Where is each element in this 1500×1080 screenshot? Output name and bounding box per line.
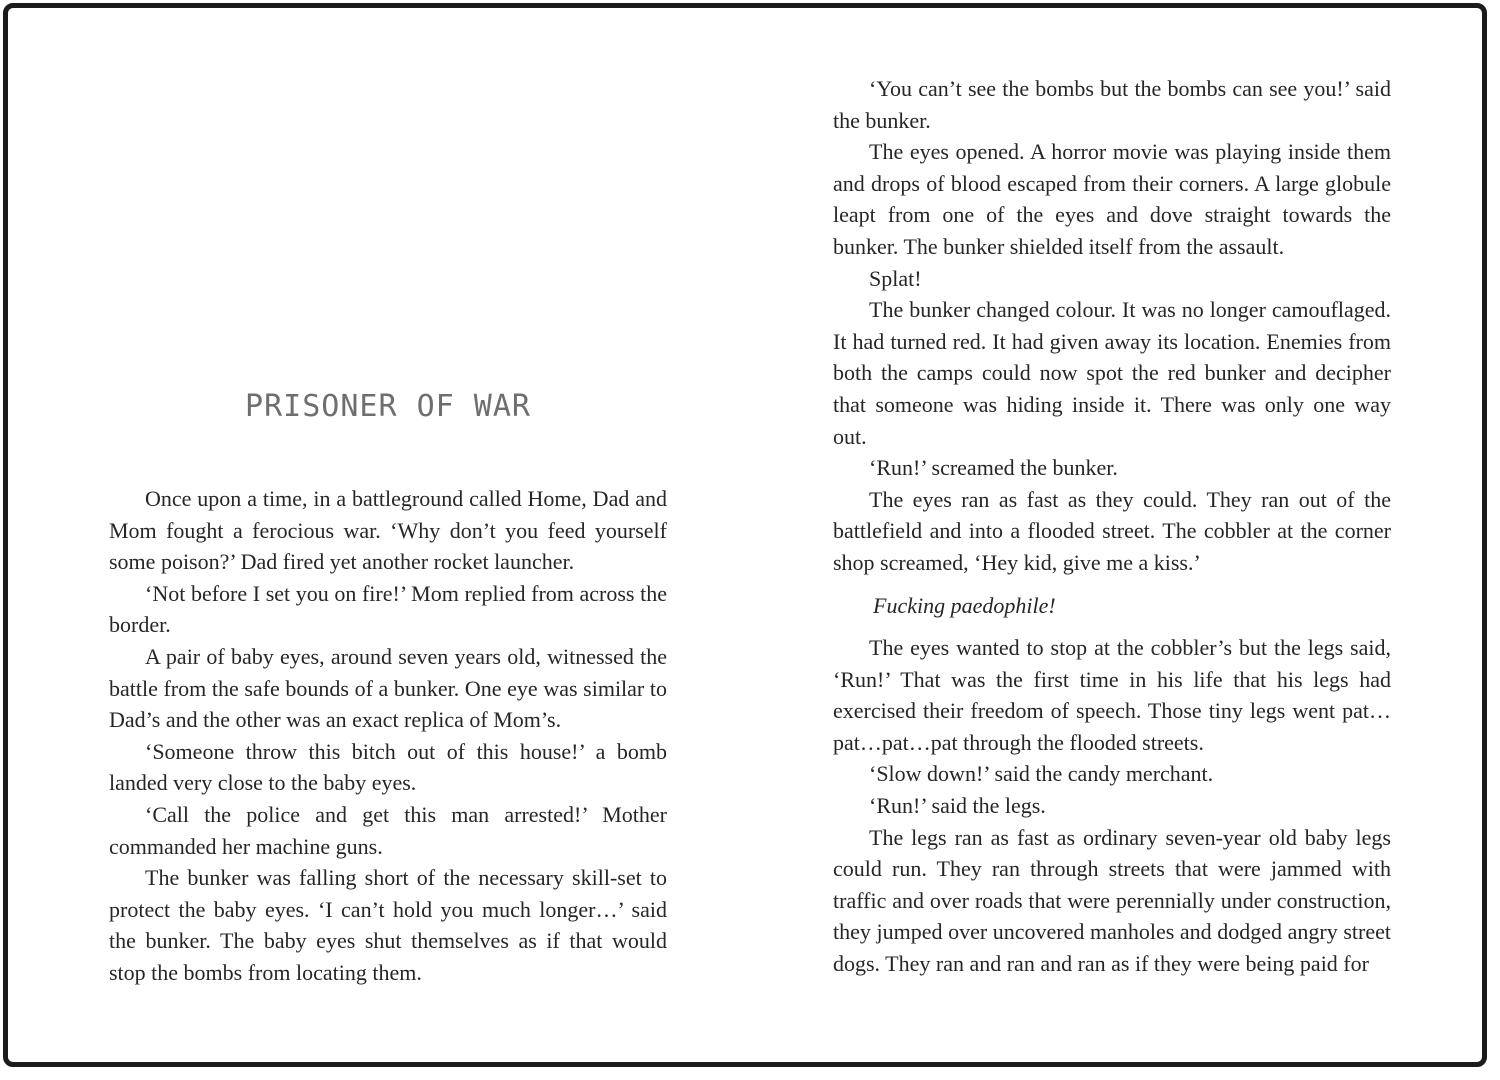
paragraph-emphasis: Fucking paedophile!: [873, 592, 1056, 618]
paragraph: ‘Run!’ screamed the bunker.: [869, 455, 1118, 481]
paragraph: ‘Run!’ said the legs.: [869, 793, 1046, 819]
paragraph: ‘Call the police and get this man arrested!’ Mother commanded her machine guns.: [109, 801, 667, 859]
paragraph: The eyes ran as fast as they could. They ran out of the battlefield and into a flooded street. The cobbler at the corner shop screamed, ‘Hey kid, give me a kiss.’: [833, 486, 1391, 575]
paragraph: The bunker was falling short of the necessary skill-set to protect the baby eyes. ‘I can’t hold you much longer…’ said the bunker. The baby eyes shut themselves as if that would stop the bombs from locating them.: [109, 865, 667, 985]
paragraph: Once upon a time, in a battleground called Home, Dad and Mom fought a ferocious war. ‘Why don’t you feed yourself some poison?’ Dad fired yet another rocket launcher.: [109, 486, 667, 575]
paragraph: A pair of baby eyes, around seven years old, witnessed the battle from the safe bounds of a bunker. One eye was similar to Dad’s and the other was an exact replica of Mom’s.: [109, 643, 667, 733]
left-page-text-column: [109, 483, 667, 989]
paragraph: The eyes wanted to stop at the cobbler’s but the legs said, ‘Run!’ That was the first time in his life that his legs had exercised their freedom of speech. Those tiny legs went pat…pat…pat…pat through the flooded streets.: [833, 635, 1391, 755]
paragraph: The legs ran as fast as ordinary seven-year old baby legs could run. They ran through streets that were jammed with traffic and over roads that were perennially under construction, they jumped over uncovered manholes and dodged angry street dogs. They ran and ran and ran as if they were being paid for: [833, 824, 1391, 977]
paragraph: ‘You can’t see the bombs but the bombs can see you!’ said the bunker.: [833, 76, 1391, 133]
right-page-text-column: [833, 73, 1391, 980]
paragraph: The bunker changed colour. It was no longer camouflaged. It had turned red. It had given away its location. Enemies from both the camps could now spot the red bunker and decipher that someone was hiding inside it. There was only one way out.: [833, 297, 1391, 449]
paragraph: The eyes opened. A horror movie was playing inside them and drops of blood escaped from their corners. A large globule leapt from one of the eyes and dove straight towards the bunker. The bunker shielded itself from the assault.: [833, 139, 1391, 259]
chapter-title: PRISONER OF WAR: [245, 389, 531, 425]
paragraph: Splat!: [869, 265, 922, 291]
paragraph: ‘Not before I set you on fire!’ Mom replied from across the border.: [109, 580, 667, 638]
paragraph: ‘Slow down!’ said the candy merchant.: [869, 761, 1214, 787]
paragraph: ‘Someone throw this bitch out of this house!’ a bomb landed very close to the baby eyes.: [109, 738, 667, 796]
